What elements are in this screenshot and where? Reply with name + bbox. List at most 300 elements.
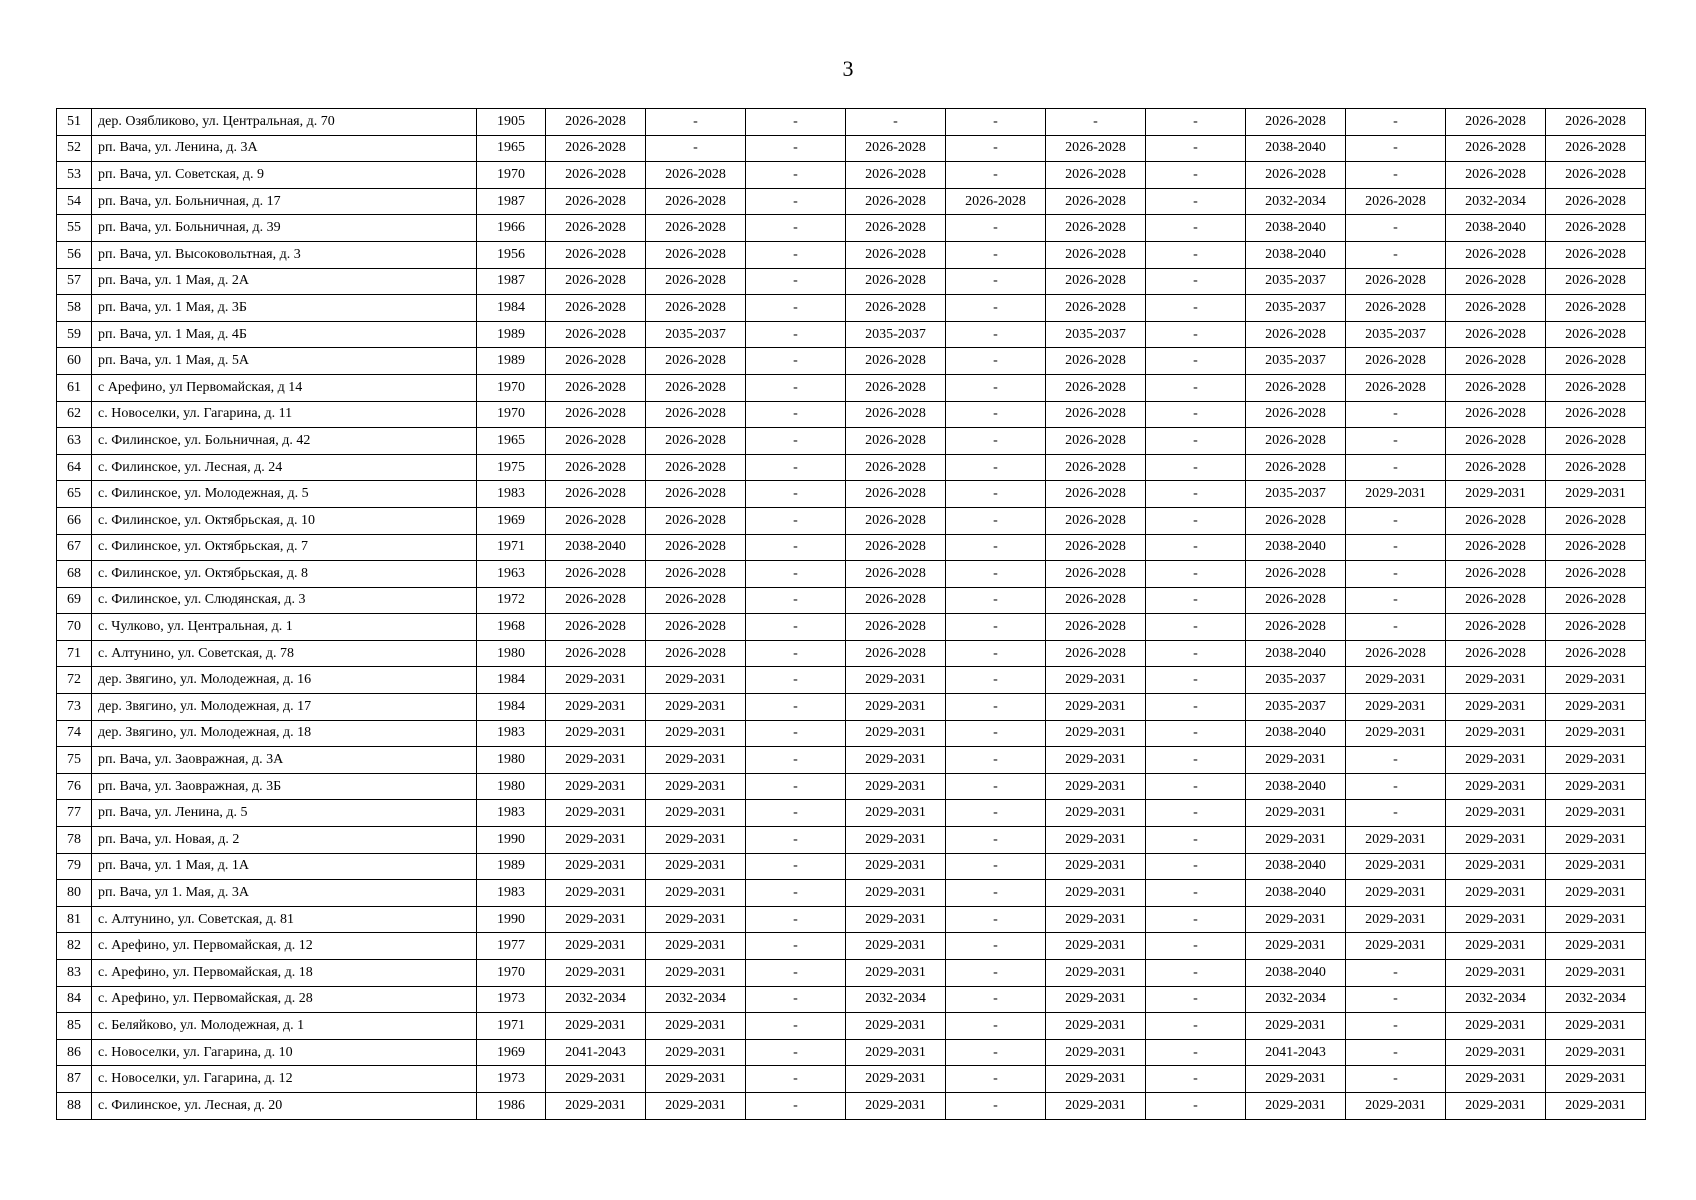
period-cell: 2029-2031 [846, 694, 946, 721]
period-cell: 2029-2031 [546, 880, 646, 907]
period-cell: 2026-2028 [1046, 295, 1146, 322]
year-cell: 1970 [477, 960, 546, 987]
year-cell: 1975 [477, 454, 546, 481]
period-cell: - [946, 268, 1046, 295]
period-cell: 2029-2031 [846, 827, 946, 854]
period-cell: 2029-2031 [646, 906, 746, 933]
address-cell: дер. Звягино, ул. Молодежная, д. 18 [92, 720, 477, 747]
period-cell: 2026-2028 [846, 614, 946, 641]
period-cell: 2029-2031 [1046, 853, 1146, 880]
period-cell: 2029-2031 [646, 1013, 746, 1040]
period-cell: - [946, 162, 1046, 189]
period-cell: 2038-2040 [1246, 960, 1346, 987]
period-cell: 2026-2028 [1246, 561, 1346, 588]
period-cell: 2026-2028 [846, 215, 946, 242]
table-row [57, 481, 1646, 508]
period-cell: 2029-2031 [646, 827, 746, 854]
period-cell: 2029-2031 [646, 747, 746, 774]
period-cell: 2029-2031 [1446, 773, 1546, 800]
year-cell: 1980 [477, 640, 546, 667]
period-cell: 2026-2028 [1246, 162, 1346, 189]
year-cell: 1965 [477, 135, 546, 162]
period-cell: - [946, 481, 1046, 508]
address-cell: дер. Звягино, ул. Молодежная, д. 16 [92, 667, 477, 694]
period-cell: 2029-2031 [1246, 933, 1346, 960]
row-number-cell: 52 [57, 135, 92, 162]
period-cell: 2029-2031 [646, 694, 746, 721]
address-cell: рп. Вача, ул. Больничная, д. 39 [92, 215, 477, 242]
period-cell: 2026-2028 [1546, 295, 1646, 322]
period-cell: 2026-2028 [546, 348, 646, 375]
period-cell: - [1346, 1066, 1446, 1093]
period-cell: 2029-2031 [1346, 933, 1446, 960]
period-cell: 2035-2037 [646, 321, 746, 348]
address-cell: с. Филинское, ул. Октябрьская, д. 7 [92, 534, 477, 561]
period-cell: 2026-2028 [1446, 454, 1546, 481]
period-cell: 2041-2043 [546, 1039, 646, 1066]
address-cell: с. Алтунино, ул. Советская, д. 78 [92, 640, 477, 667]
address-cell: с. Филинское, ул. Октябрьская, д. 8 [92, 561, 477, 588]
period-cell: 2026-2028 [846, 561, 946, 588]
row-number-cell: 71 [57, 640, 92, 667]
period-cell: 2029-2031 [646, 853, 746, 880]
period-cell: 2029-2031 [846, 800, 946, 827]
period-cell: - [746, 587, 846, 614]
period-cell: 2029-2031 [1546, 1013, 1646, 1040]
table-row [57, 295, 1646, 322]
period-cell: - [1346, 986, 1446, 1013]
period-cell: 2032-2034 [1246, 986, 1346, 1013]
row-number-cell: 51 [57, 109, 92, 136]
period-cell: 2029-2031 [1046, 720, 1146, 747]
table-row [57, 1039, 1646, 1066]
period-cell: 2029-2031 [1446, 1066, 1546, 1093]
period-cell: - [746, 960, 846, 987]
period-cell: 2029-2031 [646, 1092, 746, 1119]
period-cell: 2026-2028 [1046, 188, 1146, 215]
period-cell: 2029-2031 [1346, 906, 1446, 933]
period-cell: 2029-2031 [1446, 960, 1546, 987]
address-cell: рп. Вача, ул. Ленина, д. 5 [92, 800, 477, 827]
period-cell: 2026-2028 [1346, 640, 1446, 667]
period-cell: - [946, 401, 1046, 428]
period-cell: 2029-2031 [546, 933, 646, 960]
year-cell: 1983 [477, 720, 546, 747]
row-number-cell: 67 [57, 534, 92, 561]
period-cell: - [1346, 561, 1446, 588]
period-cell: 2026-2028 [846, 295, 946, 322]
period-cell: - [946, 1039, 1046, 1066]
period-cell: - [1146, 880, 1246, 907]
table-row [57, 853, 1646, 880]
period-cell: - [1146, 800, 1246, 827]
period-cell: 2026-2028 [546, 507, 646, 534]
period-cell: 2029-2031 [1046, 827, 1146, 854]
period-cell: 2026-2028 [546, 428, 646, 455]
period-cell: - [1146, 986, 1246, 1013]
row-number-cell: 59 [57, 321, 92, 348]
address-cell: с. Филинское, ул. Лесная, д. 24 [92, 454, 477, 481]
period-cell: - [1146, 268, 1246, 295]
period-cell: 2026-2028 [546, 481, 646, 508]
row-number-cell: 68 [57, 561, 92, 588]
period-cell: 2029-2031 [546, 1092, 646, 1119]
year-cell: 1970 [477, 162, 546, 189]
period-cell: - [946, 215, 1046, 242]
period-cell: 2026-2028 [646, 162, 746, 189]
period-cell: - [1146, 454, 1246, 481]
row-number-cell: 84 [57, 986, 92, 1013]
table-row [57, 960, 1646, 987]
period-cell: - [1146, 109, 1246, 136]
period-cell: 2026-2028 [1546, 162, 1646, 189]
year-cell: 1965 [477, 428, 546, 455]
period-cell: - [646, 135, 746, 162]
period-cell: 2026-2028 [1446, 295, 1546, 322]
period-cell: 2029-2031 [1446, 1092, 1546, 1119]
period-cell: 2026-2028 [1546, 454, 1646, 481]
period-cell: - [1146, 401, 1246, 428]
period-cell: 2029-2031 [1046, 800, 1146, 827]
period-cell: - [1046, 109, 1146, 136]
table-row [57, 561, 1646, 588]
period-cell: - [746, 481, 846, 508]
period-cell: 2026-2028 [646, 561, 746, 588]
period-cell: - [946, 906, 1046, 933]
period-cell: 2026-2028 [1446, 241, 1546, 268]
period-cell: 2026-2028 [646, 215, 746, 242]
address-cell: дер. Озябликово, ул. Центральная, д. 70 [92, 109, 477, 136]
period-cell: 2029-2031 [846, 853, 946, 880]
period-cell: 2026-2028 [1346, 348, 1446, 375]
period-cell: - [1346, 614, 1446, 641]
period-cell: - [946, 1066, 1046, 1093]
period-cell: - [746, 507, 846, 534]
period-cell: 2026-2028 [1446, 561, 1546, 588]
period-cell: 2029-2031 [546, 1013, 646, 1040]
year-cell: 1969 [477, 1039, 546, 1066]
year-cell: 1990 [477, 906, 546, 933]
row-number-cell: 64 [57, 454, 92, 481]
period-cell: 2026-2028 [1446, 534, 1546, 561]
address-cell: рп. Вача, ул. Советская, д. 9 [92, 162, 477, 189]
address-cell: с. Новоселки, ул. Гагарина, д. 11 [92, 401, 477, 428]
period-cell: 2026-2028 [846, 507, 946, 534]
period-cell: 2032-2034 [846, 986, 946, 1013]
period-cell: 2029-2031 [1046, 1066, 1146, 1093]
period-cell: 2026-2028 [546, 295, 646, 322]
address-cell: с. Алтунино, ул. Советская, д. 81 [92, 906, 477, 933]
period-cell: - [1146, 188, 1246, 215]
table-row [57, 827, 1646, 854]
period-cell: 2026-2028 [846, 481, 946, 508]
row-number-cell: 56 [57, 241, 92, 268]
period-cell: 2041-2043 [1246, 1039, 1346, 1066]
period-cell: 2029-2031 [1346, 853, 1446, 880]
period-cell: - [946, 986, 1046, 1013]
period-cell: 2026-2028 [1246, 507, 1346, 534]
period-cell: - [1146, 1092, 1246, 1119]
year-cell: 1905 [477, 109, 546, 136]
period-cell: 2029-2031 [1546, 747, 1646, 774]
period-cell: 2038-2040 [1246, 135, 1346, 162]
period-cell: - [746, 162, 846, 189]
period-cell: 2026-2028 [1446, 587, 1546, 614]
period-cell: 2026-2028 [1046, 215, 1146, 242]
period-cell: 2026-2028 [546, 268, 646, 295]
table-row [57, 534, 1646, 561]
address-cell: с. Новоселки, ул. Гагарина, д. 10 [92, 1039, 477, 1066]
period-cell: 2029-2031 [1046, 1092, 1146, 1119]
period-cell: - [1346, 428, 1446, 455]
period-cell: 2026-2028 [1546, 534, 1646, 561]
row-number-cell: 87 [57, 1066, 92, 1093]
period-cell: - [746, 268, 846, 295]
period-cell: - [746, 773, 846, 800]
period-cell: 2032-2034 [646, 986, 746, 1013]
table-row [57, 614, 1646, 641]
period-cell: - [1146, 933, 1246, 960]
period-cell: 2029-2031 [1546, 667, 1646, 694]
period-cell: - [946, 561, 1046, 588]
row-number-cell: 76 [57, 773, 92, 800]
year-cell: 1986 [477, 1092, 546, 1119]
period-cell: - [1146, 481, 1246, 508]
period-cell: 2029-2031 [1046, 880, 1146, 907]
period-cell: - [1346, 800, 1446, 827]
row-number-cell: 74 [57, 720, 92, 747]
period-cell: 2026-2028 [846, 587, 946, 614]
period-cell: - [946, 348, 1046, 375]
address-cell: рп. Вача, ул. 1 Мая, д. 2А [92, 268, 477, 295]
period-cell: - [846, 109, 946, 136]
period-cell: 2032-2034 [546, 986, 646, 1013]
year-cell: 1973 [477, 1066, 546, 1093]
period-cell: 2026-2028 [846, 135, 946, 162]
year-cell: 1983 [477, 880, 546, 907]
period-cell: 2029-2031 [1546, 694, 1646, 721]
period-cell: 2026-2028 [1046, 428, 1146, 455]
period-cell: 2026-2028 [1446, 109, 1546, 136]
period-cell: 2026-2028 [1346, 374, 1446, 401]
period-cell: 2029-2031 [1246, 906, 1346, 933]
period-cell: - [1146, 614, 1246, 641]
period-cell: - [1146, 747, 1246, 774]
period-cell: 2029-2031 [1346, 720, 1446, 747]
period-cell: - [1146, 561, 1246, 588]
period-cell: 2026-2028 [1546, 109, 1646, 136]
period-cell: - [1146, 1039, 1246, 1066]
period-cell: 2029-2031 [546, 773, 646, 800]
period-cell: 2026-2028 [646, 614, 746, 641]
period-cell: - [1146, 694, 1246, 721]
period-cell: - [1346, 507, 1446, 534]
period-cell: 2029-2031 [1546, 960, 1646, 987]
year-cell: 1968 [477, 614, 546, 641]
period-cell: 2026-2028 [1246, 587, 1346, 614]
period-cell: 2026-2028 [1046, 481, 1146, 508]
period-cell: 2026-2028 [1246, 321, 1346, 348]
table-row [57, 348, 1646, 375]
period-cell: 2029-2031 [846, 720, 946, 747]
period-cell: 2038-2040 [1246, 880, 1346, 907]
period-cell: 2026-2028 [546, 401, 646, 428]
period-cell: 2026-2028 [1446, 640, 1546, 667]
table-row [57, 933, 1646, 960]
period-cell: 2029-2031 [1446, 906, 1546, 933]
period-cell: - [746, 640, 846, 667]
address-cell: с. Филинское, ул. Молодежная, д. 5 [92, 481, 477, 508]
period-cell: 2026-2028 [1546, 561, 1646, 588]
row-number-cell: 70 [57, 614, 92, 641]
period-cell: 2029-2031 [1446, 827, 1546, 854]
period-cell: 2026-2028 [846, 188, 946, 215]
period-cell: - [1346, 401, 1446, 428]
period-cell: 2029-2031 [646, 1066, 746, 1093]
period-cell: 2029-2031 [1346, 667, 1446, 694]
period-cell: 2029-2031 [1446, 800, 1546, 827]
period-cell: - [1146, 295, 1246, 322]
table-row [57, 720, 1646, 747]
table-row [57, 747, 1646, 774]
address-cell: с. Филинское, ул. Больничная, д. 42 [92, 428, 477, 455]
table-row [57, 800, 1646, 827]
period-cell: 2026-2028 [1346, 188, 1446, 215]
address-cell: с. Арефино, ул. Первомайская, д. 28 [92, 986, 477, 1013]
row-number-cell: 58 [57, 295, 92, 322]
period-cell: 2026-2028 [1446, 507, 1546, 534]
period-cell: - [746, 135, 846, 162]
period-cell: 2026-2028 [646, 454, 746, 481]
period-cell: 2029-2031 [1246, 1013, 1346, 1040]
period-cell: - [746, 188, 846, 215]
period-cell: - [946, 640, 1046, 667]
period-cell: - [1146, 241, 1246, 268]
address-cell: рп. Вача, ул. Заовражная, д. 3Б [92, 773, 477, 800]
period-cell: - [746, 1039, 846, 1066]
period-cell: 2026-2028 [1546, 135, 1646, 162]
period-cell: 2038-2040 [1246, 241, 1346, 268]
period-cell: - [746, 747, 846, 774]
table-row [57, 162, 1646, 189]
period-cell: - [946, 773, 1046, 800]
address-cell: с. Филинское, ул. Лесная, д. 20 [92, 1092, 477, 1119]
period-cell: - [1146, 1013, 1246, 1040]
period-cell: 2026-2028 [546, 640, 646, 667]
period-cell: - [746, 880, 846, 907]
table-row [57, 215, 1646, 242]
period-cell: 2026-2028 [1346, 295, 1446, 322]
period-cell: - [1346, 215, 1446, 242]
row-number-cell: 75 [57, 747, 92, 774]
period-cell: 2026-2028 [546, 162, 646, 189]
period-cell: 2029-2031 [1246, 1066, 1346, 1093]
period-cell: 2029-2031 [546, 827, 646, 854]
period-cell: - [946, 428, 1046, 455]
period-cell: 2026-2028 [646, 481, 746, 508]
table-row [57, 321, 1646, 348]
table-row [57, 906, 1646, 933]
period-cell: - [746, 109, 846, 136]
period-cell: 2026-2028 [1246, 454, 1346, 481]
period-cell: 2026-2028 [846, 534, 946, 561]
period-cell: 2026-2028 [646, 534, 746, 561]
period-cell: - [1146, 374, 1246, 401]
period-cell: 2026-2028 [646, 374, 746, 401]
address-cell: рп. Вача, ул. 1 Мая, д. 3Б [92, 295, 477, 322]
period-cell: - [946, 321, 1046, 348]
address-cell: с. Арефино, ул. Первомайская, д. 12 [92, 933, 477, 960]
address-cell: рп. Вача, ул 1. Мая, д. 3А [92, 880, 477, 907]
period-cell: 2026-2028 [646, 640, 746, 667]
period-cell: - [946, 135, 1046, 162]
period-cell: - [946, 507, 1046, 534]
period-cell: 2035-2037 [1246, 694, 1346, 721]
row-number-cell: 61 [57, 374, 92, 401]
year-cell: 1973 [477, 986, 546, 1013]
period-cell: - [1346, 747, 1446, 774]
period-cell: 2029-2031 [646, 800, 746, 827]
period-cell: 2026-2028 [1246, 614, 1346, 641]
period-cell: 2026-2028 [1546, 188, 1646, 215]
row-number-cell: 83 [57, 960, 92, 987]
period-cell: - [1146, 507, 1246, 534]
table-row [57, 109, 1646, 136]
period-cell: 2026-2028 [546, 454, 646, 481]
period-cell: - [1146, 720, 1246, 747]
period-cell: 2026-2028 [846, 428, 946, 455]
period-cell: - [1146, 667, 1246, 694]
period-cell: 2026-2028 [1546, 215, 1646, 242]
period-cell: 2029-2031 [546, 720, 646, 747]
period-cell: 2026-2028 [1546, 507, 1646, 534]
period-cell: 2029-2031 [1346, 1092, 1446, 1119]
period-cell: 2026-2028 [846, 374, 946, 401]
period-cell: 2038-2040 [1246, 640, 1346, 667]
period-cell: - [946, 694, 1046, 721]
period-cell: 2038-2040 [1246, 853, 1346, 880]
year-cell: 1966 [477, 215, 546, 242]
table-row [57, 454, 1646, 481]
period-cell: - [1146, 428, 1246, 455]
period-cell: 2026-2028 [1446, 401, 1546, 428]
period-cell: 2029-2031 [1046, 747, 1146, 774]
period-cell: - [1346, 1013, 1446, 1040]
period-cell: 2029-2031 [1046, 906, 1146, 933]
period-cell: 2026-2028 [546, 241, 646, 268]
row-number-cell: 79 [57, 853, 92, 880]
year-cell: 1990 [477, 827, 546, 854]
period-cell: 2029-2031 [1046, 667, 1146, 694]
period-cell: 2026-2028 [1046, 374, 1146, 401]
period-cell: 2026-2028 [1046, 507, 1146, 534]
address-cell: с. Беляйково, ул. Молодежная, д. 1 [92, 1013, 477, 1040]
period-cell: 2029-2031 [546, 906, 646, 933]
period-cell: - [946, 241, 1046, 268]
year-cell: 1970 [477, 374, 546, 401]
row-number-cell: 78 [57, 827, 92, 854]
period-cell: 2029-2031 [646, 773, 746, 800]
period-cell: - [1146, 960, 1246, 987]
period-cell: - [946, 880, 1046, 907]
year-cell: 1984 [477, 694, 546, 721]
table-row [57, 773, 1646, 800]
period-cell: 2029-2031 [846, 773, 946, 800]
period-cell: 2029-2031 [846, 667, 946, 694]
period-cell: 2026-2028 [1046, 534, 1146, 561]
period-cell: 2026-2028 [1046, 268, 1146, 295]
period-cell: 2035-2037 [1246, 667, 1346, 694]
